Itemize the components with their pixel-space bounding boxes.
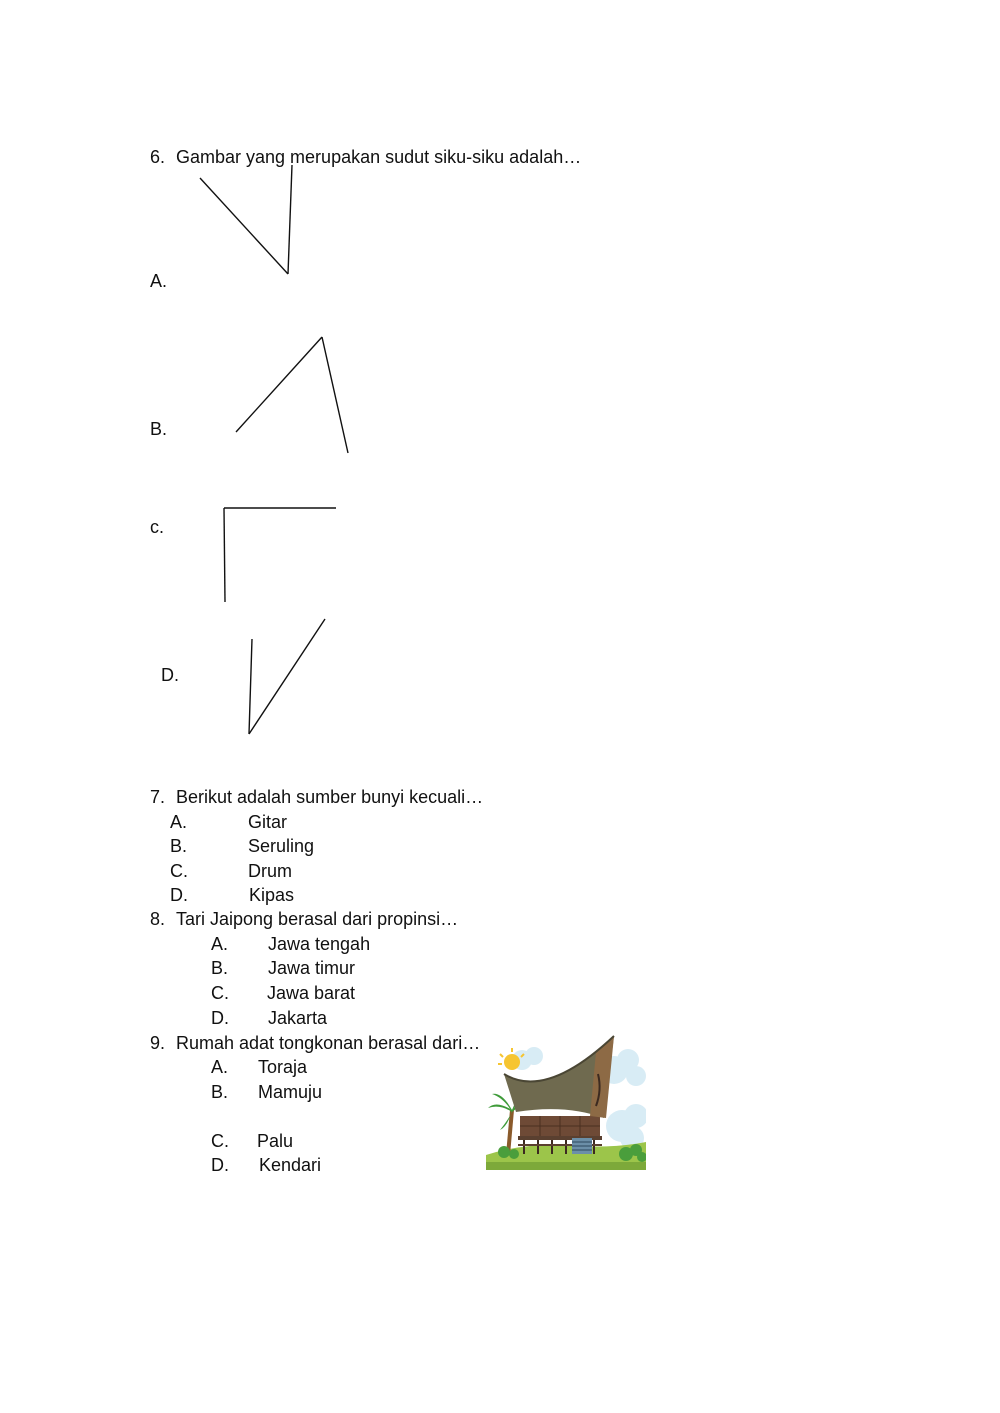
q8-option-b-letter: B. — [211, 958, 229, 978]
q7-option-b-letter: B. — [170, 836, 188, 856]
q6-text: Gambar yang merupakan sudut siku-siku adalah… — [176, 147, 582, 167]
q7-option-d-letter: D. — [170, 885, 188, 905]
q7-option-a-value: Gitar — [248, 812, 288, 832]
q7-option-c-value: Drum — [248, 861, 292, 881]
q8-number: 8. — [150, 909, 166, 929]
q6-number: 6. — [150, 147, 166, 167]
q9-option-d-letter: D. — [211, 1155, 229, 1175]
q7-option-a-letter: A. — [170, 812, 188, 832]
q7-option-d-value: Kipas — [249, 885, 295, 905]
q8-option-a-value: Jawa tengah — [268, 934, 371, 954]
angle-b-figure — [236, 337, 348, 453]
q6-option-d-letter: D. — [161, 665, 179, 685]
q8-option-c-letter: C. — [211, 983, 229, 1003]
angle-d-figure — [249, 619, 325, 734]
q9-option-c-value: Palu — [257, 1131, 294, 1151]
q7-option-c-letter: C. — [170, 861, 188, 881]
q8-option-a-letter: A. — [211, 934, 229, 954]
q8-option-d-letter: D. — [211, 1008, 229, 1028]
q7-option-b-value: Seruling — [248, 836, 315, 856]
q9-option-b-value: Mamuju — [258, 1082, 323, 1102]
q8-text: Tari Jaipong berasal dari propinsi… — [176, 909, 459, 929]
q6-option-b-letter: B. — [150, 419, 168, 439]
q6-option-c-letter: c. — [150, 517, 165, 537]
q9-option-d-value: Kendari — [259, 1155, 322, 1175]
q9-option-a-value: Toraja — [258, 1057, 308, 1077]
tongkonan-house-icon — [486, 1030, 646, 1170]
q7-number: 7. — [150, 787, 166, 807]
q7-text: Berikut adalah sumber bunyi kecuali… — [176, 787, 484, 807]
q8-option-c-value: Jawa barat — [267, 983, 356, 1003]
q8-option-d-value: Jakarta — [268, 1008, 328, 1028]
angle-c-figure — [224, 508, 336, 602]
q9-option-c-letter: C. — [211, 1131, 229, 1151]
angle-a-figure — [200, 165, 292, 274]
q6-option-a-letter: A. — [150, 271, 168, 291]
q9-number: 9. — [150, 1033, 166, 1053]
q9-option-a-letter: A. — [211, 1057, 229, 1077]
q9-option-b-letter: B. — [211, 1082, 229, 1102]
q8-option-b-value: Jawa timur — [268, 958, 356, 978]
q9-text: Rumah adat tongkonan berasal dari… — [176, 1033, 481, 1053]
